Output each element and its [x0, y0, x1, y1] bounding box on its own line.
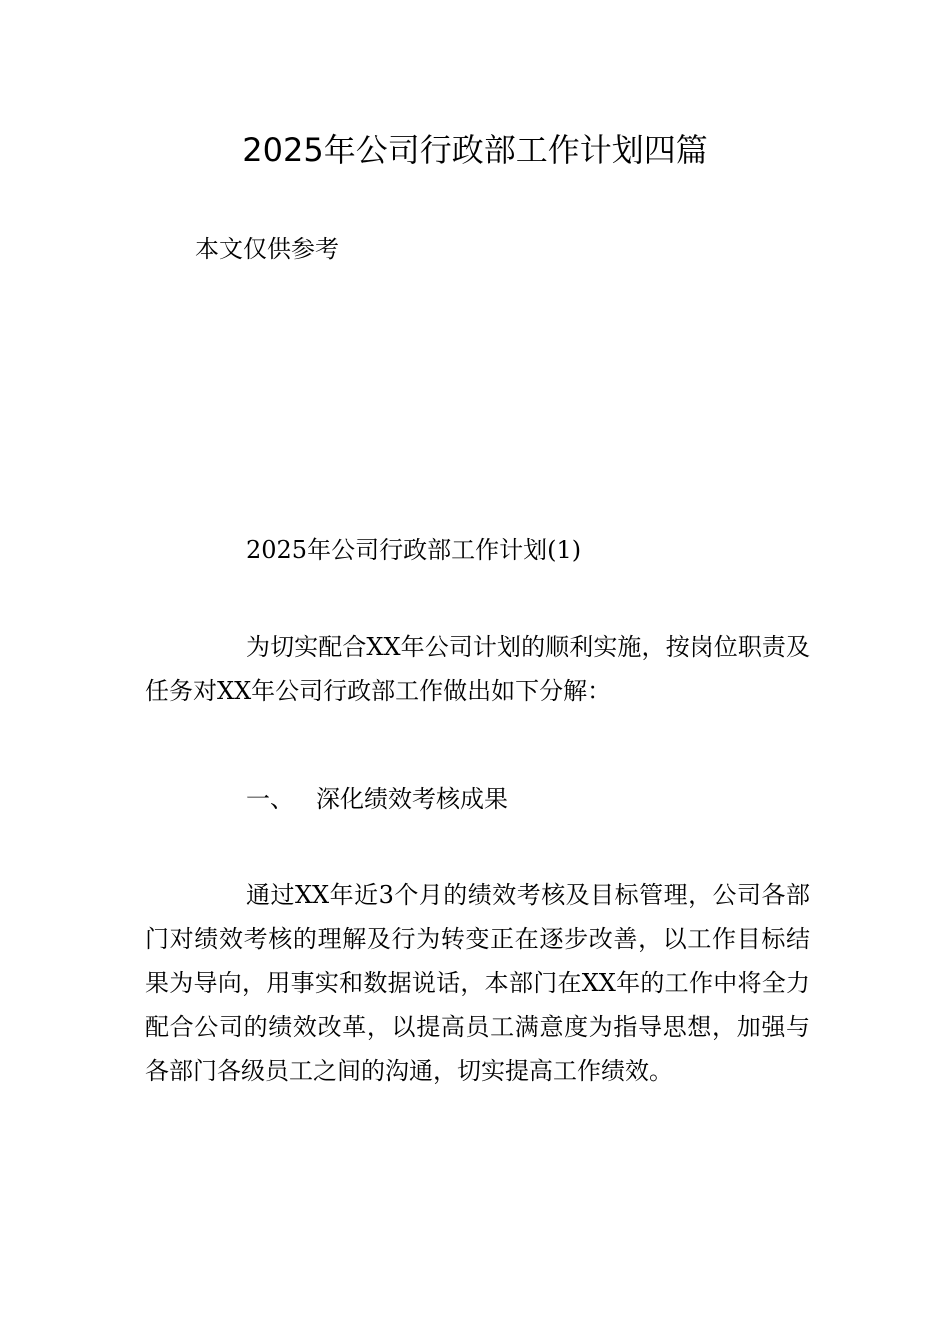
heading-text: 深化绩效考核成果 [316, 785, 508, 813]
document-title: 2025年公司行政部工作计划四篇 [242, 131, 708, 169]
reference-note: 本文仅供参考 [195, 235, 339, 263]
section-title: 2025年公司行政部工作计划(1) [246, 536, 582, 564]
body-paragraph: 通过XX年近3个月的绩效考核及目标管理，公司各部门对绩效考核的理解及行为转变正在逐步改善，以工作目标结果为导向，用事实和数据说话，本部门在XX年的工作中将全力配合公司的绩效改革，以提高员工满意度为指导思想，加强与各部门各级员工之间的沟通，切实提高工作绩效。 [145, 881, 810, 1085]
section-heading-1 [246, 782, 508, 816]
heading-number: 一、 [246, 785, 294, 813]
intro-paragraph: 为切实配合XX年公司计划的顺利实施，按岗位职责及任务对XX年公司行政部工作做出如下分解： [145, 633, 810, 705]
